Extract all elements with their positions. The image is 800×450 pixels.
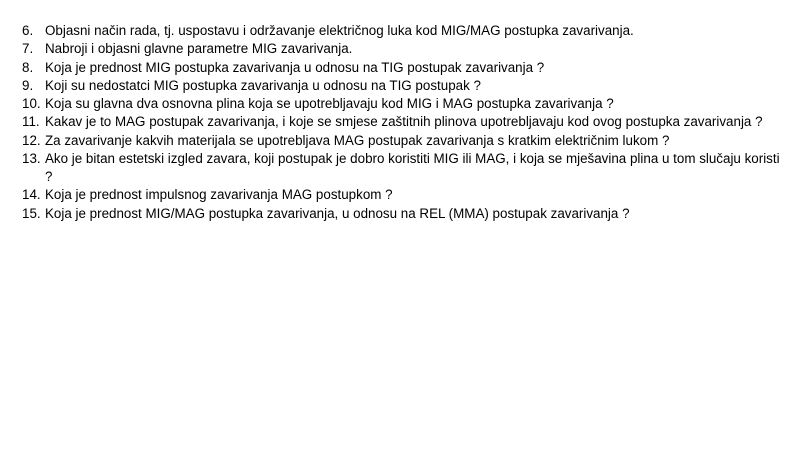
question-number: 6. [22,23,34,38]
question-text: Koja su glavna dva osnovna plina koja se upotrebljavaju kod MIG i MAG postupka zavarivanja ? [45,96,614,112]
question-item [22,132,787,150]
question-item [22,95,787,113]
question-list [22,22,787,223]
question-number: 9. [22,77,34,93]
question-text: Koja je prednost MIG/MAG postupka zavarivanja, u odnosu na REL (MMA) postupak zavarivanja ? [45,205,630,221]
question-number: 7. [22,41,34,57]
question-text: Objasni način rada, tj. uspostavu i održavanje električnog luka kod MIG/MAG postupka zavarivanja. [45,23,634,38]
question-number: 14. [22,187,41,203]
question-number: 12. [22,132,41,148]
question-number: 10. [22,96,41,112]
question-item [22,77,787,95]
question-item [22,186,787,204]
question-text: Za zavarivanje kakvih materijala se upotrebljava MAG postupak zavarivanja s kratkim električnim lukom ? [45,132,670,148]
question-number: 13. [22,151,41,167]
question-text: Koji su nedostatci MIG postupka zavarivanja u odnosu na TIG postupak ? [45,77,481,93]
question-text: Koja je prednost impulsnog zavarivanja MAG postupkom ? [45,187,393,203]
question-number: 8. [22,59,34,75]
question-number: 11. [22,114,40,130]
question-item [22,22,787,40]
question-item [22,40,787,58]
question-text: Nabroji i objasni glavne parametre MIG zavarivanja. [45,41,353,57]
question-item [22,205,787,223]
question-item [22,150,787,186]
question-number: 15. [22,205,41,221]
question-text: Koja je prednost MIG postupka zavarivanja u odnosu na TIG postupak zavarivanja ? [45,59,545,75]
question-item [22,113,787,131]
question-text: Kakav je to MAG postupak zavarivanja, i koje se smjese zaštitnih plinova upotrebljavaju kod ovog postupka zavarivanja ? [45,114,763,130]
question-text: Ako je bitan estetski izgled zavara, koji postupak je dobro koristiti MIG ili MAG, i koja se mješavina plina u tom slučaju koristi ? [45,151,780,185]
question-item [22,59,787,77]
